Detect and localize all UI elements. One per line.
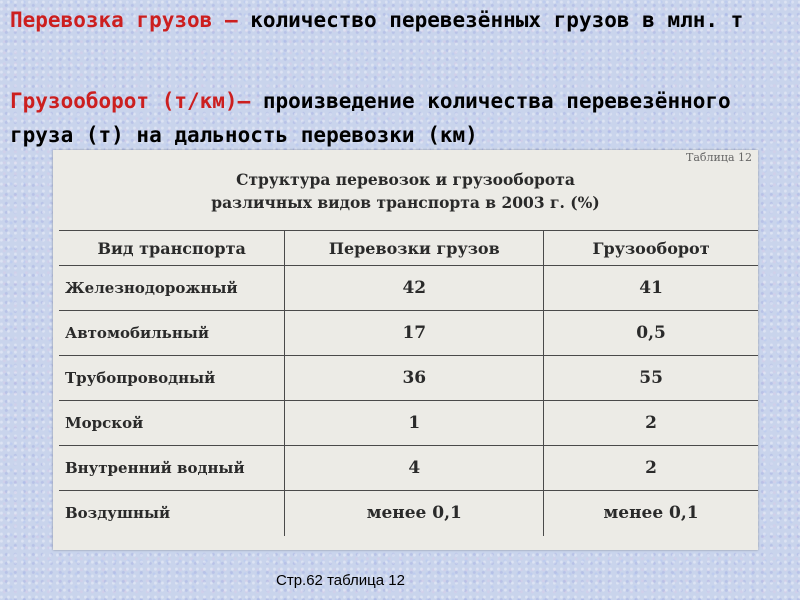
table-row bbox=[59, 311, 758, 356]
transport-name: Железнодорожный bbox=[59, 266, 285, 311]
definition-text: произведение количества перевезённого груза (т) на дальность перевозки (км) bbox=[10, 89, 731, 147]
cargo-value: 42 bbox=[285, 266, 544, 311]
term-label: Грузооборот (т/км) bbox=[10, 89, 238, 113]
table-row bbox=[59, 266, 758, 311]
header-cargo: Перевозки грузов bbox=[285, 231, 544, 266]
table-row bbox=[59, 446, 758, 491]
table-row bbox=[59, 491, 758, 536]
header-turnover: Грузооборот bbox=[544, 231, 758, 266]
scanned-table-image bbox=[53, 150, 758, 550]
turnover-value: 55 bbox=[544, 356, 758, 401]
definition-text: количество перевезённых грузов в млн. т bbox=[250, 8, 744, 32]
turnover-value: менее 0,1 bbox=[544, 491, 758, 536]
table-row bbox=[59, 356, 758, 401]
table-number-label: Таблица 12 bbox=[686, 151, 752, 164]
cargo-value: 36 bbox=[285, 356, 544, 401]
term-separator: – bbox=[237, 89, 263, 113]
turnover-value: 0,5 bbox=[544, 311, 758, 356]
turnover-value: 2 bbox=[544, 446, 758, 491]
transport-structure-table bbox=[59, 230, 758, 536]
transport-name: Автомобильный bbox=[59, 311, 285, 356]
transport-name: Трубопроводный bbox=[59, 356, 285, 401]
definition-cargo-turnover bbox=[10, 84, 795, 152]
cargo-value: менее 0,1 bbox=[285, 491, 544, 536]
transport-name: Внутренний водный bbox=[59, 446, 285, 491]
definition-cargo-transport bbox=[10, 3, 770, 37]
cargo-value: 4 bbox=[285, 446, 544, 491]
cargo-value: 17 bbox=[285, 311, 544, 356]
page-caption: Стр.62 таблица 12 bbox=[276, 572, 405, 589]
table-title-line: Структура перевозок и грузооборота bbox=[236, 170, 575, 189]
header-transport-type: Вид транспорта bbox=[59, 231, 285, 266]
cargo-value: 1 bbox=[285, 401, 544, 446]
transport-name: Морской bbox=[59, 401, 285, 446]
turnover-value: 41 bbox=[544, 266, 758, 311]
table-row bbox=[59, 401, 758, 446]
turnover-value: 2 bbox=[544, 401, 758, 446]
term-label: Перевозка грузов bbox=[10, 8, 213, 32]
table-title bbox=[53, 168, 758, 214]
transport-name: Воздушный bbox=[59, 491, 285, 536]
term-separator: – bbox=[212, 8, 251, 32]
table-header-row bbox=[59, 231, 758, 266]
table-title-line: различных видов транспорта в 2003 г. (%) bbox=[211, 193, 600, 212]
